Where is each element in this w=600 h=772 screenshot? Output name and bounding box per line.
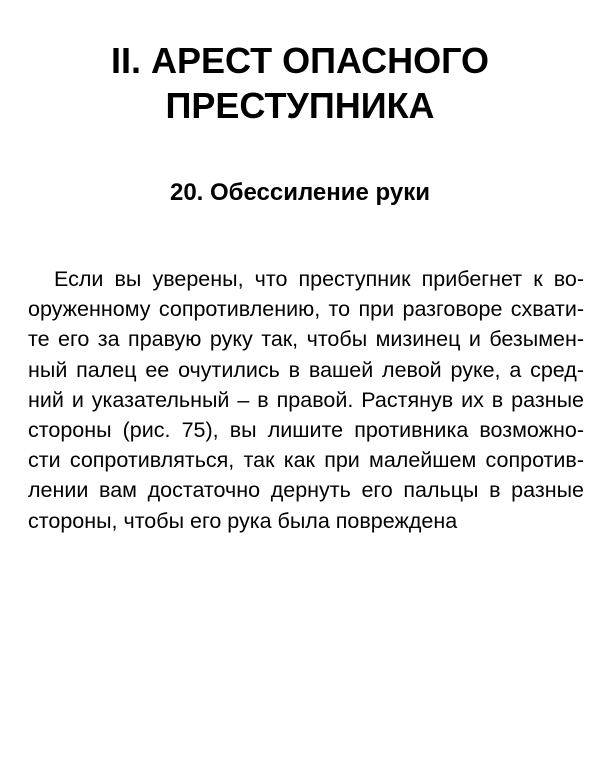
paragraph-line: лении вам достаточно дернуть его пальцы в разные xyxy=(28,478,584,503)
paragraph-line: оруженному сопротивлению, то при разговоре схвати- xyxy=(28,297,584,322)
paragraph-line: Если вы уверены, что преступник прибегнет к во- xyxy=(54,267,584,291)
paragraph-line: ный палец ее очутились в вашей левой руке, а сред- xyxy=(28,357,584,382)
chapter-title-line-2: ПРЕСТУПНИКА xyxy=(165,85,435,126)
chapter-title-line-1: II. АРЕСТ ОПАСНОГО xyxy=(110,40,490,81)
chapter-title xyxy=(0,38,600,128)
paragraph-line: те его за правую руку так, чтобы мизинец и безымен- xyxy=(28,327,584,352)
body-paragraph xyxy=(28,264,584,536)
paragraph-line: сти сопротивляться, так как при малейшем сопротив- xyxy=(28,448,584,473)
paragraph-line: стороны, чтобы его рука была повреждена xyxy=(28,508,458,533)
paragraph-line: ний и указательный – в правой. Растянув их в разные xyxy=(28,387,584,412)
paragraph-line: стороны (рис. 75), вы лишите противника возможно- xyxy=(28,418,584,443)
section-title: 20. Обессиление руки xyxy=(169,179,430,206)
